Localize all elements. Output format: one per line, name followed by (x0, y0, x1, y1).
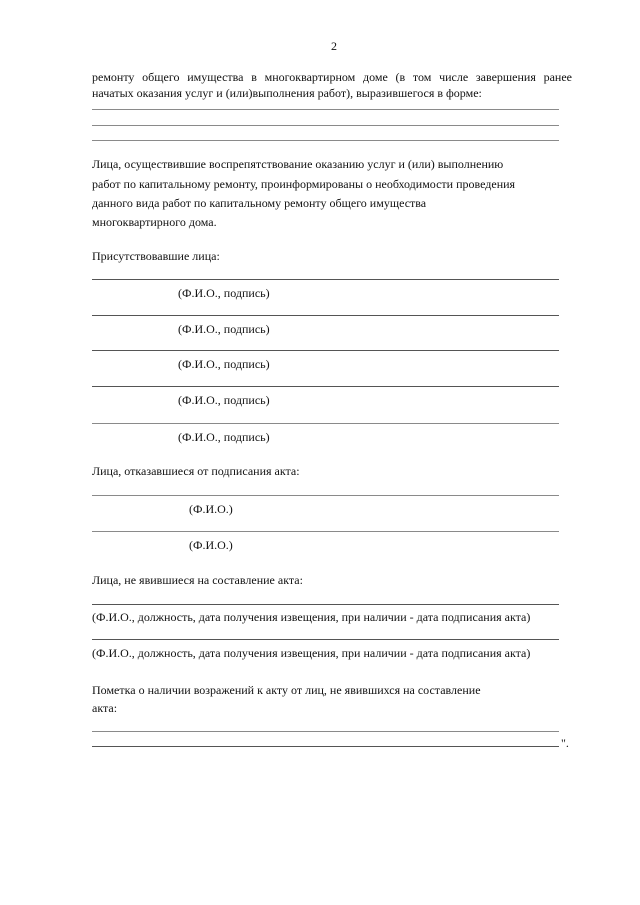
present-heading: Присутствовавшие лица: (92, 249, 220, 263)
objections-blank-line-2 (92, 746, 559, 747)
intro-line-1: ремонту общего имущества в многоквартирном доме (в том числе завершения ранее (92, 70, 572, 84)
signature-line (92, 279, 559, 280)
objections-line-1: Пометка о наличии возражений к акту от лиц, не явившихся на составление (92, 683, 481, 697)
refused-heading: Лица, отказавшиеся от подписания акта: (92, 464, 300, 478)
signature-caption: (Ф.И.О., подпись) (178, 286, 270, 300)
absent-caption: (Ф.И.О., должность, дата получения извещения, при наличии - дата подписания акта) (92, 610, 531, 624)
signature-caption: (Ф.И.О., подпись) (178, 357, 270, 371)
informed-line-2: работ по капитальному ремонту, проинформированы о необходимости проведения (92, 177, 516, 191)
informed-line-4: многоквартирного дома. (92, 215, 217, 229)
signature-line (92, 423, 559, 424)
intro-line-2: начатых оказания услуг и (или)выполнения работ), выразившегося в форме: (92, 86, 482, 100)
absent-caption: (Ф.И.О., должность, дата получения извещения, при наличии - дата подписания акта) (92, 646, 531, 660)
informed-line-1: Лица, осуществившие воспрепятствование оказанию услуг и (или) выполнению (92, 157, 504, 171)
page-number: 2 (331, 39, 337, 53)
signature-line (92, 386, 559, 387)
signature-caption: (Ф.И.О., подпись) (178, 393, 270, 407)
signature-caption: (Ф.И.О., подпись) (178, 430, 270, 444)
signature-line (92, 350, 559, 351)
objections-blank-line-1 (92, 731, 559, 732)
form-blank-line-1 (92, 109, 559, 110)
form-blank-line-3 (92, 140, 559, 141)
refused-line (92, 531, 559, 532)
absent-heading: Лица, не явившиеся на составление акта: (92, 573, 303, 587)
signature-line (92, 315, 559, 316)
signature-caption: (Ф.И.О., подпись) (178, 322, 270, 336)
absent-line (92, 604, 559, 605)
refused-line (92, 495, 559, 496)
refused-caption: (Ф.И.О.) (189, 502, 233, 516)
absent-line (92, 639, 559, 640)
closing-mark: ". (561, 736, 569, 750)
objections-line-2: акта: (92, 701, 118, 715)
refused-caption: (Ф.И.О.) (189, 538, 233, 552)
form-blank-line-2 (92, 125, 559, 126)
informed-line-3: данного вида работ по капитальному ремонту общего имущества (92, 196, 427, 210)
